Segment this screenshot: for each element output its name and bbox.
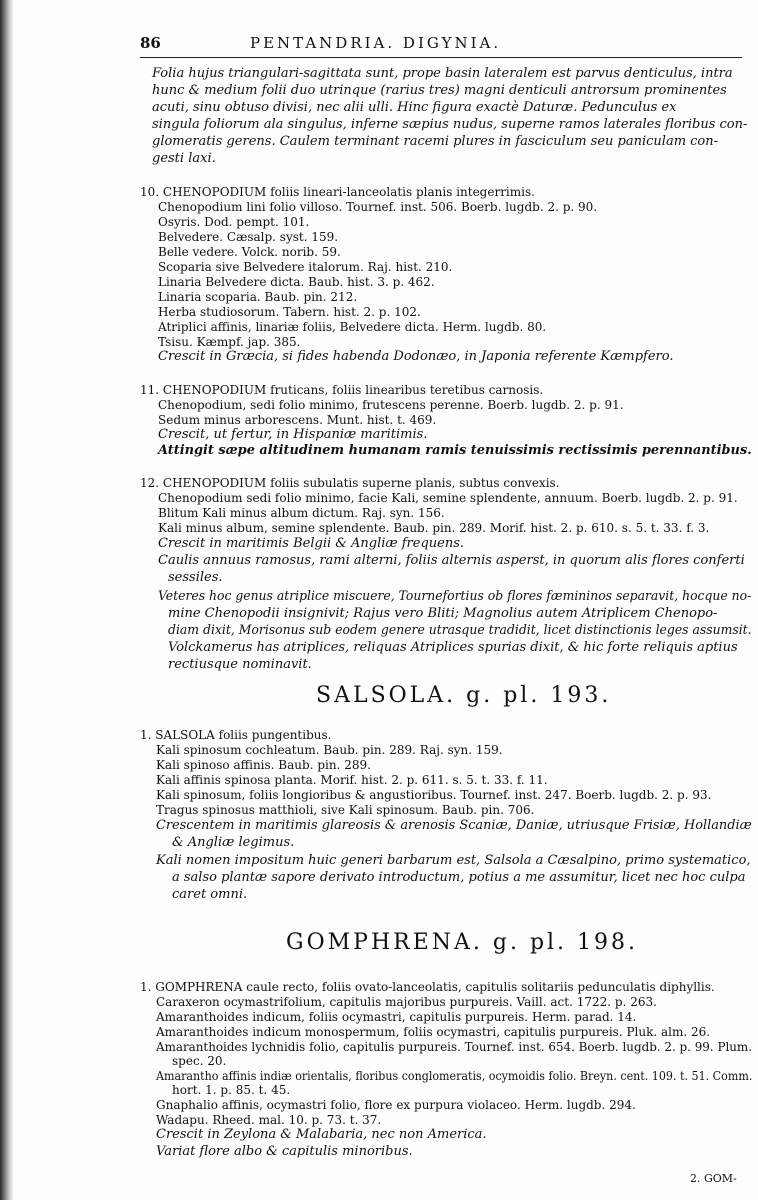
species-heading: 10. CHENOPODIUM foliis lineari-lanceolatis planis integerrimis. xyxy=(140,185,535,199)
synonym-line: Wadapu. Rheed. mal. 10. p. 73. t. 37. xyxy=(156,1113,382,1127)
note-line: a salso plantæ sapore derivato introductum, potius a me assumitur, licet nec hoc culpa xyxy=(172,870,746,885)
note-line: sessiles. xyxy=(168,570,223,585)
species-heading: 12. CHENOPODIUM foliis subulatis superne planis, subtus convexis. xyxy=(140,476,560,490)
habitat-line: Crescit in maritimis Belgii & Angliæ frequens. xyxy=(158,536,465,551)
synonym-line: Linaria Belvedere dicta. Baub. hist. 3. p. 462. xyxy=(158,275,435,289)
habitat-line: Crescit, ut fertur, in Hispaniæ maritimis. xyxy=(158,427,428,442)
synonym-line: Amaranthoides lychnidis folio, capitulis purpureis. Tournef. inst. 654. Boerb. lugdb. 2. p. 99. Plum. xyxy=(156,1040,753,1054)
note-line: mine Chenopodii insignivit; Rajus vero Bliti; Magnolius autem Atriplicem Chenopo- xyxy=(168,606,718,621)
synonym-line: Kali spinosum, foliis longioribus & angustioribus. Tournef. inst. 247. Boerb. lugdb. 2. p. 93. xyxy=(156,788,712,802)
synonym-line: Blitum Kali minus album dictum. Raj. syn. 156. xyxy=(158,506,445,520)
synonym-line: Sedum minus arborescens. Munt. hist. t. 469. xyxy=(158,413,437,427)
intro-line: hunc & medium folii duo utrinque (rarius tres) magni denticuli antrorsum prominentes xyxy=(152,83,727,98)
note-line: Variat flore albo & capitulis minoribus. xyxy=(156,1144,413,1159)
synonym-line: Atriplici affinis, linariæ foliis, Belvedere dicta. Herm. lugdb. 80. xyxy=(158,320,547,334)
catchword: 2. GOM- xyxy=(690,1172,737,1185)
note-line: Veteres hoc genus atriplice miscuere, Tournefortius ob flores fæmininos separavit, hocque no- xyxy=(158,589,752,604)
note-line: Caulis annuus ramosus, rami alterni, foliis alternis asperst, in quorum alis flores conferti xyxy=(158,553,745,568)
synonym-line: Scoparia sive Belvedere italorum. Raj. hist. 210. xyxy=(158,260,453,274)
note-line: Volckamerus has atriplices, reliquas Atriplices spurias dixit, & hic forte reliquis aptius xyxy=(168,640,738,655)
habitat-line: & Angliæ legimus. xyxy=(172,835,295,850)
intro-line: glomeratis gerens. Caulem terminant racemi plures in fasciculum seu paniculam con- xyxy=(152,134,719,149)
page-number: 86 xyxy=(140,34,161,52)
habitat-line: Crescit in Græcia, si fides habenda Dodonæo, in Japonia referente Kæmpfero. xyxy=(158,349,674,364)
species-heading: 1. SALSOLA foliis pungentibus. xyxy=(140,728,332,742)
note-line: rectiusque nominavit. xyxy=(168,657,312,672)
page-gutter-shadow xyxy=(0,0,14,1200)
genus-heading-gomphrena: GOMPHRENA. g. pl. 198. xyxy=(286,930,639,955)
habitat-line: Crescentem in maritimis glareosis & arenosis Scaniæ, Daniæ, utriusque Frisiæ, Hollandiæ xyxy=(156,818,752,833)
synonym-line: Kali affinis spinosa planta. Morif. hist. 2. p. 611. s. 5. t. 33. f. 11. xyxy=(156,773,548,787)
synonym-line: Linaria scoparia. Baub. pin. 212. xyxy=(158,290,358,304)
synonym-line: Chenopodium lini folio villoso. Tournef. inst. 506. Boerb. lugdb. 2. p. 90. xyxy=(158,200,598,214)
synonym-line: Tsisu. Kæmpf. jap. 385. xyxy=(158,335,301,349)
synonym-line: Tragus spinosus matthioli, sive Kali spinosum. Baub. pin. 706. xyxy=(156,803,535,817)
synonym-line: Amaranthoides indicum monospermum, foliis ocymastri, capitulis purpureis. Pluk. alm. 26. xyxy=(156,1025,711,1039)
intro-line: Folia hujus triangulari-sagittata sunt, prope basin lateralem est parvus denticulus, intra xyxy=(152,66,733,81)
synonym-line: Kali spinoso affinis. Baub. pin. 289. xyxy=(156,758,371,772)
running-head: PENTANDRIA. DIGYNIA. xyxy=(250,34,502,52)
synonym-line: Amarantho affinis indiæ orientalis, floribus conglomeratis, ocymoidis folio. Breyn. cent. 109. t. 51. Comm. xyxy=(156,1069,753,1083)
synonym-line: Kali spinosum cochleatum. Baub. pin. 289. Raj. syn. 159. xyxy=(156,743,503,757)
synonym-line: Belle vedere. Volck. norib. 59. xyxy=(158,245,341,259)
synonym-line: Herba studiosorum. Tabern. hist. 2. p. 102. xyxy=(158,305,421,319)
synonym-line: Caraxeron ocymastrifolium, capitulis majoribus purpureis. Vaill. act. 1722. p. 263. xyxy=(156,995,657,1009)
species-heading: 1. GOMPHRENA caule recto, foliis ovato-lanceolatis, capitulis solitariis pedunculatis diphyllis. xyxy=(140,980,715,994)
note-line: Kali nomen impositum huic generi barbarum est, Salsola a Cæsalpino, primo systematico, xyxy=(156,853,751,868)
note-line: Attingit sæpe altitudinem humanam ramis tenuissimis rectissimis perennantibus. xyxy=(158,443,752,458)
synonym-line: spec. 20. xyxy=(172,1054,227,1068)
header-rule xyxy=(140,57,742,58)
synonym-line: Kali minus album, semine splendente. Baub. pin. 289. Morif. hist. 2. p. 610. s. 5. t. 33. f. 3. xyxy=(158,521,710,535)
synonym-line: Chenopodium sedi folio minimo, facie Kali, semine splendente, annuum. Boerb. lugdb. 2. p. 91. xyxy=(158,491,738,505)
synonym-line: Osyris. Dod. pempt. 101. xyxy=(158,215,310,229)
synonym-line: Gnaphalio affinis, ocymastri folio, flore ex purpura violaceo. Herm. lugdb. 294. xyxy=(156,1098,636,1112)
intro-line: acuti, sinu obtuso divisi, nec alii ulli. Hinc figura exactè Daturæ. Pedunculus ex xyxy=(152,100,677,115)
synonym-line: hort. 1. p. 85. t. 45. xyxy=(172,1083,291,1097)
species-heading: 11. CHENOPODIUM fruticans, foliis linearibus teretibus carnosis. xyxy=(140,383,544,397)
synonym-line: Amaranthoides indicum, foliis ocymastri, capitulis purpureis. Herm. parad. 14. xyxy=(156,1010,637,1024)
intro-line: singula foliorum ala singulus, inferne sæpius nudus, superne ramos laterales floribus con- xyxy=(152,117,748,132)
habitat-line: Crescit in Zeylona & Malabaria, nec non America. xyxy=(156,1127,487,1142)
page-header xyxy=(140,32,746,60)
intro-line: gesti laxi. xyxy=(152,151,216,166)
synonym-line: Belvedere. Cæsalp. syst. 159. xyxy=(158,230,339,244)
note-line: caret omni. xyxy=(172,887,248,902)
synonym-line: Chenopodium, sedi folio minimo, frutescens perenne. Boerb. lugdb. 2. p. 91. xyxy=(158,398,624,412)
note-line: diam dixit, Morisonus sub eodem genere utrasque tradidit, licet distinctionis leges assumsit. xyxy=(168,623,752,638)
genus-heading-salsola: SALSOLA. g. pl. 193. xyxy=(316,683,612,708)
